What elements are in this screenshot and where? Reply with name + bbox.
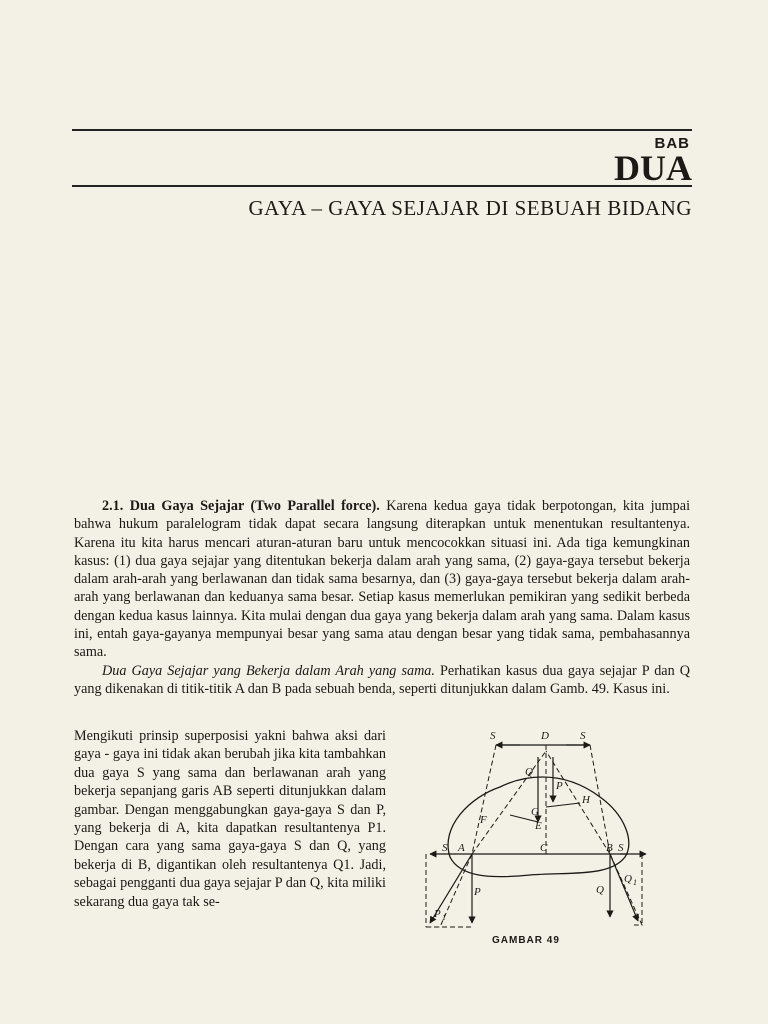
subheading: Dua Gaya Sejajar yang Bekerja dalam Arah yang sama. [102, 662, 435, 679]
para2-full-text: Perhatikan kasus dua gaya sejajar P dan Q yang dikenakan di titik-titik A dan B pada sebuah benda, seperti ditunjukkan dalam Gamb. 49. Kasus ini. [74, 662, 690, 697]
label-P-low: P [474, 886, 481, 898]
column-paragraph: Mengikuti prinsip superposisi yakni bahwa aksi dari gaya - gaya ini tidak akan berubah jika kita tambahkan dua gaya S yang sama dan berlawanan arah yang bekerja sepanjang garis AB seperti ditunjukkan dalam gambar. Dengan menggabungkan gaya-gaya S dan P, yang bekerja di A, kita dapatkan resultantenya P1. Dengan cara yang sama gaya-gaya S dan Q, yang bekerja di B, digantikan oleh resultantenya Q1. Jadi, sebagai pengganti dua gaya sejajar P dan Q, kita miliki sekarang dua gaya tak se- [74, 728, 386, 910]
intro-text: Karena kedua gaya tidak berpotongan, kita jumpai bahwa hukum paralelogram tidak dapat secara langsung diterapkan untuk menentukan resultantenya. Karena itu kita harus mencari aturan-aturan baru untuk mencocokkan situasi ini. Ada tiga kemungkinan kasus: (1) dua gaya sejajar yang ditentukan bekerja dalam arah yang sama, (2) gaya-gaya tersebut bekerja dalam arah-arah yang berlawanan dan tidak sama besarnya, dan (3) gaya-gaya tersebut bekerja dalam arah-arah yang berlawanan dan keduanya sama besar. Setiap kasus memerlukan pemikiran yang sedikit berbeda dengan kedua kasus lainnya. Kita mulai dengan dua gaya yang bekerja dalam arah yang sama. Dalam kasus ini, entah gaya-gayanya mempunyai besar yang sama atau dengan besar yang tidak sama, pembahasannya sama. [74, 498, 691, 661]
label-D: D [541, 730, 549, 742]
label-S-A: S [442, 842, 448, 854]
label-A: A [458, 842, 465, 854]
chapter-word: DUA [614, 148, 692, 188]
section-number: 2.1. [102, 498, 124, 514]
second-paragraph [74, 662, 690, 699]
label-B: B [606, 842, 613, 854]
section-title: Dua Gaya Sejajar (Two Parallel force). [129, 498, 380, 514]
label-S-B: S [618, 842, 624, 854]
figure-49 [410, 727, 650, 952]
label-E: E [535, 820, 542, 832]
label-P1-sub: 1 [442, 913, 446, 922]
label-P-mid: P [556, 780, 563, 792]
intro-paragraph [74, 497, 690, 662]
label-Q-top: Q [525, 766, 533, 778]
label-Q-low: Q [596, 884, 604, 896]
title-rule [72, 185, 692, 187]
figure-caption: GAMBAR 49 [492, 935, 560, 946]
top-rule [72, 129, 692, 131]
label-S-right: S [580, 730, 586, 742]
label-P1: P [434, 908, 441, 920]
label-F: F [480, 814, 487, 826]
resultant-Q1 [610, 854, 638, 921]
bab-label: BAB [654, 135, 690, 152]
label-Q1: Q [624, 873, 632, 885]
column-text [74, 727, 386, 911]
label-H: H [582, 794, 590, 806]
force-diagram [410, 727, 650, 952]
label-C: C [540, 842, 548, 854]
label-S-left: S [490, 730, 496, 742]
label-G: G [531, 806, 539, 818]
label-Q1-sub: 1 [633, 878, 637, 887]
chapter-title: GAYA – GAYA SEJAJAR DI SEBUAH BIDANG [248, 196, 692, 220]
section-intro [74, 497, 690, 698]
